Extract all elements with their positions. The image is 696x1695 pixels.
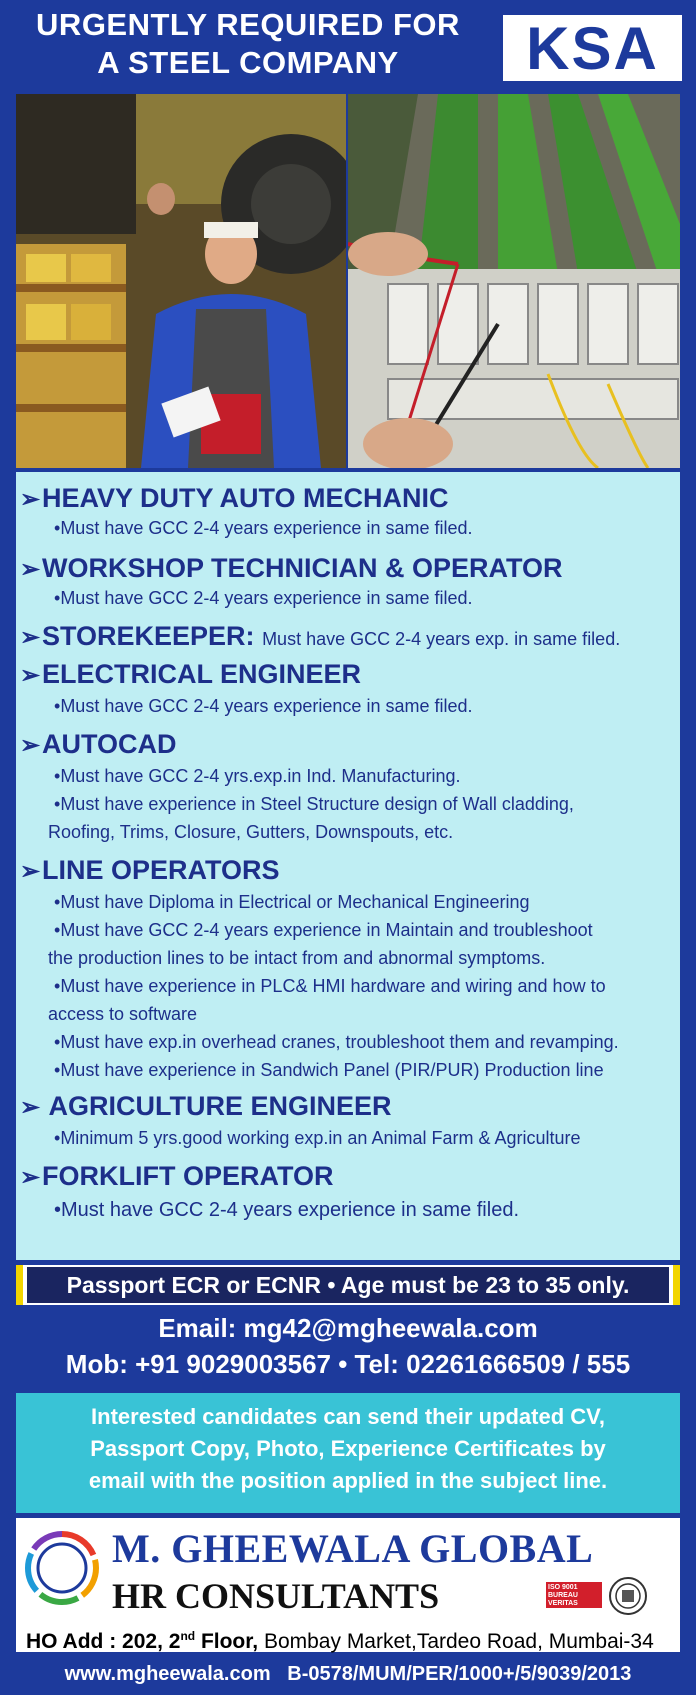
job-bullet-continuation: the production lines to be intact from and abnormal symptoms. xyxy=(48,948,546,968)
arrow-icon: ➢ xyxy=(20,624,41,651)
job-bullet-continuation: access to software xyxy=(48,1004,198,1024)
job-bullet: •Must have GCC 2-4 years experience in same filed. xyxy=(54,588,473,608)
company-name: M. GHEEWALA GLOBAL xyxy=(112,1526,594,1571)
electrical-farm-photo xyxy=(348,94,680,468)
contact-email[interactable]: Email: mg42@mgheewala.com xyxy=(158,1313,538,1343)
job-title-line-operators: ➢LINE OPERATORS xyxy=(20,854,280,888)
job-title-forklift-operator: ➢FORKLIFT OPERATOR xyxy=(20,1160,334,1194)
certification-badge xyxy=(546,1576,656,1616)
job-bullet: •Must have experience in PLC& HMI hardware and wiring and how to xyxy=(54,976,606,996)
electrical-panel-illustration xyxy=(348,94,680,468)
mechanic-illustration xyxy=(16,94,346,468)
job-bullet: •Must have GCC 2-4 years experience in same filed. xyxy=(54,518,473,538)
contact-phones[interactable]: Mob: +91 9029003567 • Tel: 02261666509 / 555 xyxy=(65,1349,631,1379)
job-bullet-continuation: Roofing, Trims, Closure, Gutters, Downspouts, etc. xyxy=(48,822,454,842)
arrow-icon: ➢ xyxy=(20,662,41,689)
requirements-text: Passport ECR or ECNR • Age must be 23 to 35 only. xyxy=(27,1267,669,1303)
ksa-badge xyxy=(500,12,685,84)
job-title-autocad: ➢AUTOCAD xyxy=(20,728,177,762)
arrow-icon: ➢ xyxy=(20,1094,41,1121)
header-title-line1: URGENTLY REQUIRED FOR xyxy=(36,7,460,42)
website-link[interactable]: www.mgheewala.com xyxy=(64,1663,271,1685)
company-logo-icon xyxy=(22,1528,102,1608)
header-title-line2: A STEEL COMPANY xyxy=(97,45,399,80)
job-bullet: •Must have experience in Sandwich Panel (PIR/PUR) Production line xyxy=(54,1060,604,1080)
job-title-workshop-technician: ➢WORKSHOP TECHNICIAN & OPERATOR xyxy=(20,552,563,586)
job-bullet: •Must have exp.in overhead cranes, troubleshoot them and revamping. xyxy=(54,1032,619,1052)
job-title-storekeeper: ➢STOREKEEPER: Must have GCC 2-4 years exp. in same filed. xyxy=(20,620,620,655)
instructions-line-2: Passport Copy, Photo, Experience Certificates by xyxy=(90,1436,606,1461)
company-subtitle: HR CONSULTANTS xyxy=(112,1576,440,1616)
job-title-heavy-duty-auto-mechanic: ➢HEAVY DUTY AUTO MECHANIC xyxy=(20,482,449,516)
mechanic-photo xyxy=(16,94,346,468)
storekeeper-requirement: Must have GCC 2-4 years exp. in same filed. xyxy=(262,629,621,649)
job-title-agriculture-engineer: ➢ AGRICULTURE ENGINEER xyxy=(20,1090,392,1124)
job-bullet: •Must have GCC 2-4 years experience in same filed. xyxy=(54,696,473,716)
job-list-panel xyxy=(16,472,680,1260)
cert-label: ISO 9001 BUREAU VERITAS xyxy=(546,1582,602,1608)
arrow-icon: ➢ xyxy=(20,732,41,759)
bureau-veritas-seal-icon xyxy=(608,1576,648,1616)
instructions-line-1: Interested candidates can send their updated CV, xyxy=(91,1404,605,1429)
photo-strip xyxy=(16,94,680,468)
arrow-icon: ➢ xyxy=(20,1164,41,1191)
job-bullet: •Minimum 5 yrs.good working exp.in an Animal Farm & Agriculture xyxy=(54,1128,581,1148)
header-title xyxy=(8,6,488,82)
head-office-address: HO Add : 202, 2nd Floor, Bombay Market,Tardeo Road, Mumbai-34 xyxy=(26,1629,654,1653)
job-bullet: •Must have GCC 2-4 yrs.exp.in Ind. Manufacturing. xyxy=(54,766,461,786)
job-bullet: •Must have GCC 2-4 years experience in same filed. xyxy=(54,1199,519,1221)
license-number: B-0578/MUM/PER/1000+/5/9039/2013 xyxy=(287,1663,632,1685)
application-instructions xyxy=(16,1393,680,1513)
arrow-icon: ➢ xyxy=(20,556,41,583)
arrow-icon: ➢ xyxy=(20,486,41,513)
arrow-icon: ➢ xyxy=(20,858,41,885)
header-banner xyxy=(0,0,696,92)
instructions-line-3: email with the position applied in the subject line. xyxy=(88,1468,608,1493)
job-bullet: •Must have Diploma in Electrical or Mechanical Engineering xyxy=(54,892,530,912)
requirements-bar xyxy=(16,1265,680,1305)
job-bullet: •Must have GCC 2-4 years experience in Maintain and troubleshoot xyxy=(54,920,593,940)
footer-bar xyxy=(0,1657,696,1695)
company-footer xyxy=(16,1518,680,1652)
job-title-electrical-engineer: ➢ELECTRICAL ENGINEER xyxy=(20,658,361,692)
job-bullet: •Must have experience in Steel Structure design of Wall cladding, xyxy=(54,794,574,814)
ksa-badge-text: KSA xyxy=(526,15,659,82)
